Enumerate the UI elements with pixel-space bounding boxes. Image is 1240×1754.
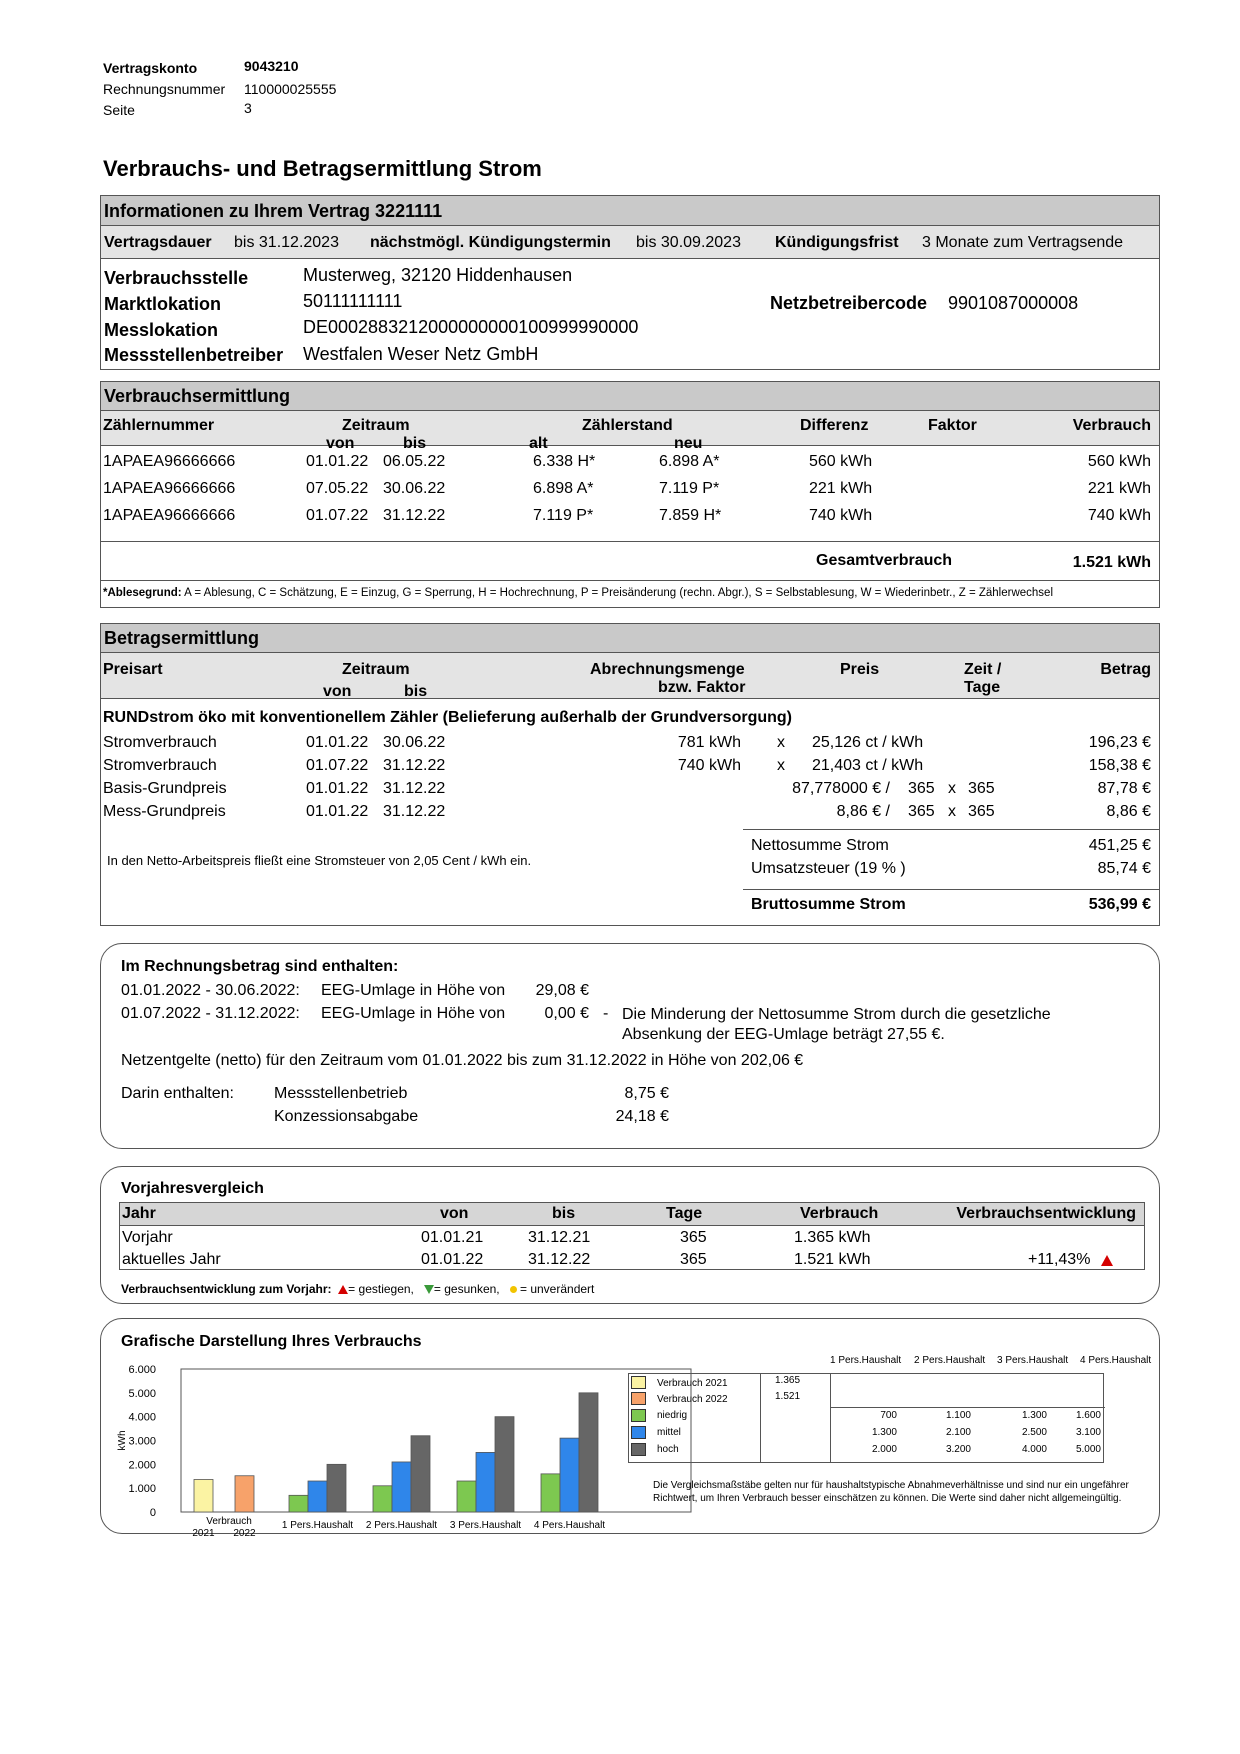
trend-legend	[121, 1282, 594, 1296]
row-type: Mess-Grundpreis	[103, 803, 226, 820]
divider	[743, 889, 1159, 890]
row-amount: 8,86 €	[1106, 803, 1151, 820]
eeg-dash: -	[603, 1005, 609, 1022]
row-to: 31.12.22	[383, 507, 446, 524]
row-year: Vorjahr	[122, 1229, 173, 1246]
legend-value: 1.100	[945, 1410, 971, 1421]
gross-label: Bruttosumme Strom	[751, 896, 906, 913]
row-amount: 87,78 €	[1097, 780, 1151, 797]
y-axis-label: kWh	[117, 1430, 128, 1451]
row-meter: 1APAEA96666666	[103, 453, 236, 470]
amount-heading: Betragsermittlung	[101, 624, 1159, 653]
comparison-table	[119, 1202, 1145, 1270]
legend-value: 2.500	[1021, 1427, 1047, 1438]
bar-hoch	[411, 1436, 430, 1512]
bar-mittel	[476, 1452, 495, 1512]
col-from: von	[323, 683, 352, 700]
row-new: 7.859 H*	[659, 507, 722, 524]
col-to: bis	[403, 435, 427, 452]
row-times: x	[948, 803, 956, 820]
col-price: Preis	[840, 661, 880, 678]
row-old: 6.898 A*	[533, 480, 594, 497]
col-year: Jahr	[122, 1205, 156, 1222]
divider	[743, 829, 1159, 830]
row-days-1: 365	[908, 803, 935, 820]
item-label: Messstellenbetrieb	[274, 1085, 408, 1102]
col-usage: Verbrauch	[1072, 417, 1151, 434]
legend-row	[629, 1375, 1103, 1390]
meter-operator-label: Messstellenbetreiber	[104, 345, 284, 365]
row-from: 01.01.22	[306, 780, 369, 797]
consumption-point-label: Verbrauchsstelle	[104, 268, 249, 288]
row-type: Stromverbrauch	[103, 734, 217, 751]
reading-reason-footnote	[103, 587, 1053, 599]
item-value: 24,18 €	[615, 1108, 669, 1125]
household-header: 2 Pers.Haushalt	[914, 1355, 986, 1366]
contained-label: Darin enthalten:	[121, 1085, 234, 1102]
bar-mittel	[392, 1462, 411, 1512]
col-reading: Zählerstand	[582, 417, 673, 434]
legend-value: 1.521	[775, 1391, 801, 1402]
col-meter: Zählernummer	[103, 417, 215, 434]
row-to: 31.12.22	[383, 803, 446, 820]
row-quantity: 740 kWh	[677, 757, 741, 774]
row-from: 01.01.22	[306, 803, 369, 820]
contract-account-label: Vertragskonto	[103, 60, 198, 76]
trend-down-icon	[424, 1282, 434, 1296]
y-tick-label: 5.000	[128, 1387, 156, 1400]
row-diff: 560 kWh	[809, 453, 873, 470]
col-quantity: Abrechnungsmenge	[590, 661, 745, 678]
total-usage-label: Gesamtverbrauch	[816, 552, 953, 569]
x-category-label: 2 Pers.Haushalt	[365, 1520, 438, 1531]
legend-value: 3.200	[945, 1444, 971, 1455]
row-usage: 1.365 kWh	[794, 1229, 871, 1246]
consumption-point-value: Musterweg, 32120 Hiddenhausen	[303, 265, 573, 285]
trend-legend-label: Verbrauchsentwicklung zum Vorjahr:	[121, 1282, 332, 1296]
row-meter: 1APAEA96666666	[103, 507, 236, 524]
eeg-period: 01.07.2022 - 31.12.2022:	[121, 1005, 300, 1022]
col-new: neu	[674, 435, 703, 452]
col-days: Tage	[964, 679, 1001, 696]
trend-up-text: = gestiegen,	[348, 1282, 414, 1296]
table-row	[101, 453, 1159, 475]
swatch-low	[631, 1409, 646, 1422]
col-days: Tage	[666, 1205, 703, 1222]
legend-row	[629, 1425, 1103, 1440]
row-from: 01.07.22	[306, 757, 369, 774]
legend-label: niedrig	[657, 1410, 688, 1421]
contract-location-block	[101, 260, 1159, 370]
bar-mittel	[560, 1438, 579, 1512]
row-from: 01.07.22	[306, 507, 369, 524]
legend-row	[629, 1408, 1103, 1423]
legend-value: 5.000	[1075, 1444, 1101, 1455]
eeg-value: 0,00 €	[544, 1005, 589, 1022]
graph-heading: Grafische Darstellung Ihres Verbrauchs	[121, 1333, 422, 1350]
gross-value: 536,99 €	[1088, 896, 1151, 913]
y-tick-label: 1.000	[128, 1483, 156, 1496]
duration-value: bis 31.12.2023	[234, 234, 339, 251]
network-operator-value: 9901087000008	[948, 293, 1079, 313]
eeg-value: 29,08 €	[535, 982, 589, 999]
comparison-box	[100, 1166, 1160, 1304]
page-label: Seite	[103, 102, 135, 118]
col-price-type: Preisart	[103, 661, 163, 678]
metering-location-value: DE0002883212000000000100999990000	[303, 317, 639, 337]
row-from: 07.05.22	[306, 480, 369, 497]
row-quantity: 781 kWh	[677, 734, 741, 751]
comparison-note: Die Vergleichsmaßstäbe gelten nur für haushaltstypische Abnahmeverhältnisse und sind nur ein ungefährer Richtwert, um Ihren Verbrauch besser einschätzen zu können. Die Werte sind daher nicht allgemeingültig.	[653, 1480, 1129, 1504]
col-to: bis	[404, 683, 428, 700]
row-price: 25,126 ct / kWh	[812, 734, 924, 751]
x-category-label: Verbrauch	[206, 1516, 252, 1527]
network-operator-label: Netzbetreibercode	[770, 293, 928, 313]
row-to: 31.12.22	[528, 1251, 591, 1268]
legend-label: Verbrauch 2021	[657, 1378, 728, 1389]
x-category-label: 4 Pers.Haushalt	[533, 1520, 606, 1531]
x-category-label: 1 Pers.Haushalt	[281, 1520, 354, 1531]
notice-value: 3 Monate zum Vertragsende	[922, 234, 1124, 251]
included-heading: Im Rechnungsbetrag sind enthalten:	[121, 958, 399, 975]
table-row	[120, 1249, 1144, 1271]
row-to: 06.05.22	[383, 453, 446, 470]
chart-legend-table	[621, 1355, 1151, 1530]
amount-header-row	[101, 653, 1159, 699]
legend-row	[629, 1442, 1103, 1457]
table-row	[101, 757, 1159, 779]
bar-consumption	[194, 1479, 213, 1512]
row-days: 365	[680, 1229, 707, 1246]
bar-hoch	[327, 1464, 346, 1512]
legend-value: 1.600	[1075, 1410, 1101, 1421]
bar-niedrig	[289, 1495, 308, 1512]
table-row	[101, 780, 1159, 802]
y-tick-label: 4.000	[128, 1411, 156, 1424]
col-period: Zeitraum	[342, 661, 410, 678]
legend-label: Verbrauch 2022	[657, 1394, 728, 1405]
tariff-name: RUNDstrom öko mit konventionellem Zähler (Belieferung außerhalb der Grundversorgung)	[103, 709, 792, 726]
swatch-high	[631, 1443, 646, 1456]
row-amount: 196,23 €	[1088, 734, 1151, 751]
legend-label: mittel	[657, 1427, 681, 1438]
household-header: 1 Pers.Haushalt	[830, 1355, 902, 1366]
grid-fees: Netzentgelte (netto) für den Zeitraum vom 01.01.2022 bis zum 31.12.2022 in Höhe von 202,06 €	[121, 1052, 804, 1069]
row-usage: 740 kWh	[1087, 507, 1151, 524]
col-usage: Verbrauch	[800, 1205, 879, 1222]
net-label: Nettosumme Strom	[751, 837, 889, 854]
eeg-note-line-1: Die Minderung der Nettosumme Strom durch die gesetzliche	[622, 1006, 1051, 1023]
col-from: von	[326, 435, 355, 452]
y-tick-label: 6.000	[128, 1364, 156, 1376]
consumption-box	[100, 381, 1160, 608]
eeg-note-line-2: Absenkung der EEG-Umlage beträgt 27,55 €.	[622, 1026, 945, 1043]
trend-down-text: = gesunken,	[433, 1282, 500, 1296]
table-row	[101, 803, 1159, 825]
row-days-2: 365	[968, 803, 995, 820]
col-to: bis	[552, 1205, 576, 1222]
row-usage: 221 kWh	[1087, 480, 1151, 497]
footnote-label: *Ablesegrund:	[103, 587, 182, 599]
col-factor: bzw. Faktor	[658, 679, 746, 696]
consumption-heading: Verbrauchsermittlung	[101, 382, 1159, 411]
y-tick-label: 2.000	[128, 1459, 156, 1472]
row-to: 31.12.22	[383, 780, 446, 797]
y-tick-label: 3.000	[128, 1435, 156, 1448]
row-from: 01.01.21	[421, 1229, 484, 1246]
row-amount: 158,38 €	[1088, 757, 1151, 774]
metering-location-label: Messlokation	[104, 320, 219, 340]
row-days-1: 365	[908, 780, 935, 797]
row-usage: 560 kWh	[1087, 453, 1151, 470]
col-trend: Verbrauchsentwicklung	[956, 1205, 1136, 1222]
row-type: Basis-Grundpreis	[103, 780, 227, 797]
table-row	[101, 507, 1159, 529]
bar-niedrig	[541, 1474, 560, 1512]
comparison-header-row	[120, 1203, 1144, 1226]
plot-frame	[181, 1369, 691, 1512]
row-trend: +11,43%	[1028, 1251, 1091, 1268]
col-period: Zeitraum	[342, 417, 410, 434]
row-old: 7.119 P*	[533, 507, 594, 524]
row-times: x	[948, 780, 956, 797]
row-diff: 740 kWh	[809, 507, 873, 524]
bar-mittel	[308, 1481, 327, 1512]
market-location-value: 50111111111	[303, 291, 403, 311]
legend-value: 1.365	[775, 1375, 801, 1386]
included-charges-box	[100, 943, 1160, 1149]
col-diff: Differenz	[800, 417, 869, 434]
row-times: x	[777, 734, 785, 751]
meter-operator-value: Westfalen Weser Netz GmbH	[303, 344, 539, 364]
x-category-label: 3 Pers.Haushalt	[449, 1520, 522, 1531]
eeg-period: 01.01.2022 - 30.06.2022:	[121, 982, 300, 999]
row-price: 8,86 € /	[836, 803, 890, 820]
y-tick-label: 0	[149, 1507, 156, 1519]
col-old: alt	[529, 435, 548, 452]
bar-niedrig	[457, 1481, 476, 1512]
termination-date-value: bis 30.09.2023	[636, 234, 741, 251]
row-to: 30.06.22	[383, 734, 446, 751]
contract-info-box	[100, 195, 1160, 370]
trend-up-icon	[1101, 1252, 1113, 1270]
contract-heading: Informationen zu Ihrem Vertrag 3221111	[101, 196, 1159, 226]
comparison-heading: Vorjahresvergleich	[121, 1180, 264, 1197]
row-diff: 221 kWh	[809, 480, 873, 497]
footnote-text: A = Ablesung, C = Schätzung, E = Einzug, G = Sperrung, H = Hochrechnung, P = Preisänderung (rechn. Abgr.), S = Selbstablesung, W = Wiederinbetr., Z = Zählerwechsel	[184, 587, 1054, 599]
bar-niedrig	[373, 1486, 392, 1512]
legend-value: 700	[880, 1410, 897, 1421]
consumption-header-row	[101, 411, 1159, 452]
invoice-number-label: Rechnungsnummer	[103, 81, 226, 97]
legend-value: 2.000	[871, 1444, 897, 1455]
row-to: 31.12.21	[528, 1229, 591, 1246]
table-row	[101, 734, 1159, 756]
vat-label: Umsatzsteuer (19 % )	[751, 860, 906, 877]
x-year-label: 2022	[233, 1528, 256, 1539]
market-location-label: Marktlokation	[104, 294, 222, 314]
row-from: 01.01.22	[306, 734, 369, 751]
row-to: 31.12.22	[383, 757, 446, 774]
swatch-medium	[631, 1426, 646, 1439]
row-days: 365	[680, 1251, 707, 1268]
legend-row	[629, 1391, 1103, 1406]
col-from: von	[440, 1205, 469, 1222]
divider	[101, 580, 1159, 581]
termination-date-label: nächstmögl. Kündigungstermin	[370, 234, 611, 251]
row-type: Stromverbrauch	[103, 757, 217, 774]
row-from: 01.01.22	[421, 1251, 484, 1268]
bar-hoch	[579, 1393, 598, 1512]
row-meter: 1APAEA96666666	[103, 480, 236, 497]
row-price: 21,403 ct / kWh	[812, 757, 924, 774]
row-from: 01.01.22	[306, 453, 369, 470]
row-new: 7.119 P*	[659, 480, 720, 497]
x-year-label: 2021	[192, 1528, 215, 1539]
amount-box	[100, 623, 1160, 926]
page-value: 3	[244, 100, 252, 116]
trend-same-text: = unverändert	[519, 1282, 595, 1296]
electricity-tax-note: In den Netto-Arbeitspreis fließt eine Stromsteuer von 2,05 Cent / kWh ein.	[107, 853, 532, 868]
trend-same-icon	[510, 1282, 517, 1296]
table-row	[101, 480, 1159, 502]
total-usage-value: 1.521 kWh	[1072, 554, 1151, 571]
legend-value: 1.300	[1021, 1410, 1047, 1421]
duration-label: Vertragsdauer	[104, 234, 212, 251]
household-header: 4 Pers.Haushalt	[1080, 1355, 1152, 1366]
row-usage: 1.521 kWh	[794, 1251, 871, 1268]
col-time: Zeit /	[964, 661, 1002, 678]
col-factor: Faktor	[928, 417, 977, 434]
swatch-2022	[631, 1392, 646, 1405]
household-header: 3 Pers.Haushalt	[997, 1355, 1069, 1366]
graph-box	[100, 1318, 1160, 1539]
swatch-2021	[631, 1376, 646, 1389]
legend-value: 2.100	[945, 1427, 971, 1438]
item-label: Konzessionsabgabe	[274, 1108, 419, 1125]
invoice-number-value: 110000025555	[244, 81, 337, 97]
divider	[101, 541, 1159, 542]
table-row	[120, 1227, 1144, 1249]
contract-terms-row	[101, 226, 1159, 259]
legend-value: 1.300	[871, 1427, 897, 1438]
row-days-2: 365	[968, 780, 995, 797]
legend-label: hoch	[657, 1444, 679, 1455]
legend-value: 3.100	[1075, 1427, 1101, 1438]
item-value: 8,75 €	[624, 1085, 669, 1102]
col-amount: Betrag	[1100, 661, 1151, 678]
notice-label: Kündigungsfrist	[775, 234, 899, 251]
legend-grid	[628, 1373, 1104, 1463]
row-new: 6.898 A*	[659, 453, 720, 470]
net-value: 451,25 €	[1088, 837, 1151, 854]
page-title: Verbrauchs- und Betragsermittlung Strom	[103, 156, 542, 181]
vat-value: 85,74 €	[1097, 860, 1151, 877]
row-old: 6.338 H*	[533, 453, 596, 470]
contract-account-value: 9043210	[244, 58, 299, 74]
row-times: x	[777, 757, 785, 774]
trend-up-icon	[338, 1282, 348, 1296]
row-price: 87,778000 € /	[792, 780, 890, 797]
bar-consumption	[235, 1476, 254, 1512]
legend-value: 4.000	[1021, 1444, 1047, 1455]
eeg-label: EEG-Umlage in Höhe von	[321, 1005, 506, 1022]
row-to: 30.06.22	[383, 480, 446, 497]
eeg-label: EEG-Umlage in Höhe von	[321, 982, 506, 999]
row-year: aktuelles Jahr	[122, 1251, 221, 1268]
bar-hoch	[495, 1417, 514, 1512]
